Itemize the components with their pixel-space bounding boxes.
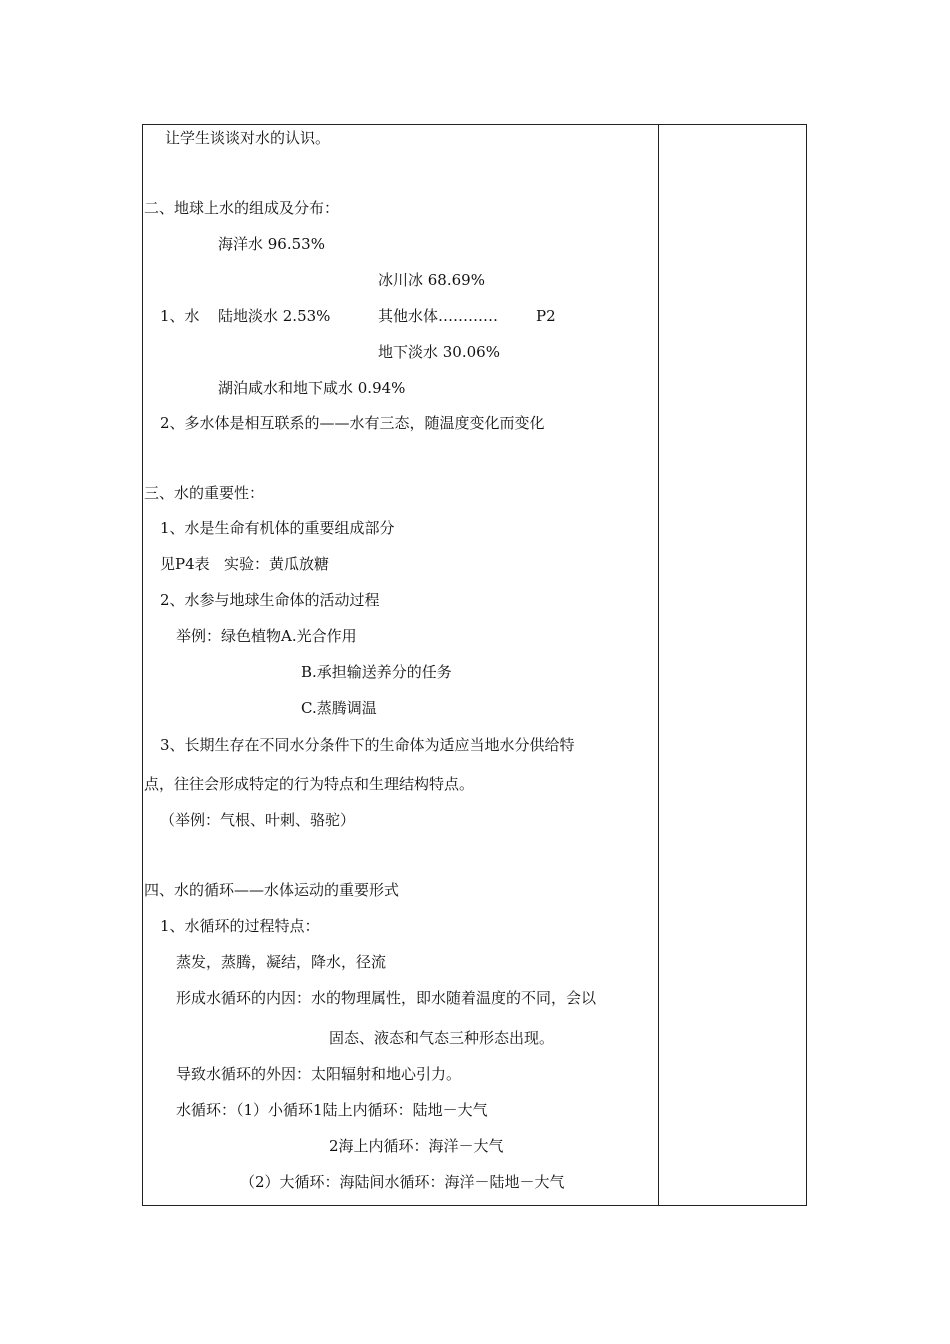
text-line: 蒸发，蒸腾，凝结，降水，径流 [176, 953, 387, 971]
text-line: 地下淡水 30.06% [378, 343, 500, 361]
text-line: 其他水体………… [378, 307, 499, 325]
text-line: 冰川冰 68.69% [378, 271, 485, 289]
text-line: 点，往往会形成特定的行为特点和生理结构特点。 [144, 775, 475, 793]
text-line: 导致水循环的外因：太阳辐射和地心引力。 [176, 1065, 462, 1083]
text-line: 让学生谈谈对水的认识。 [165, 129, 331, 147]
text-line: 2、多水体是相互联系的——水有三态，随温度变化而变化 [160, 414, 545, 432]
text-line: C.蒸腾调温 [301, 699, 377, 717]
text-line: 1、水 [160, 307, 200, 325]
text-line: 固态、液态和气态三种形态出现。 [329, 1029, 555, 1047]
text-line: 2海上内循环：海洋－大气 [329, 1137, 504, 1155]
text-line: （举例：气根、叶刺、骆驼） [160, 811, 356, 829]
section-heading: 三、水的重要性： [144, 484, 265, 502]
text-line: （2）大循环：海陆间水循环：海洋－陆地－大气 [240, 1173, 565, 1191]
text-line: 海洋水 96.53% [218, 235, 325, 253]
text-line: 1、水循环的过程特点： [160, 917, 320, 935]
page-reference: P2 [536, 307, 556, 325]
text-line: 湖泊咸水和地下咸水 0.94% [218, 379, 406, 397]
text-line: B.承担输送养分的任务 [301, 663, 452, 681]
text-line: 水循环：（1）小循环1陆上内循环：陆地－大气 [176, 1101, 488, 1119]
text-line: 见P4表 实验：黄瓜放糖 [160, 555, 329, 573]
text-line: 3、长期生存在不同水分条件下的生命体为适应当地水分供给特 [160, 736, 575, 754]
text-line: 形成水循环的内因：水的物理属性，即水随着温度的不同，会以 [176, 989, 597, 1007]
text-line: 2、水参与地球生命体的活动过程 [160, 591, 380, 609]
column-divider [658, 125, 659, 1205]
section-heading: 二、地球上水的组成及分布： [144, 199, 340, 217]
text-line: 1、水是生命有机体的重要组成部分 [160, 519, 395, 537]
text-line: 陆地淡水 2.53% [218, 307, 331, 325]
text-line: 举例：绿色植物A.光合作用 [176, 627, 357, 645]
section-heading: 四、水的循环——水体运动的重要形式 [144, 881, 400, 899]
